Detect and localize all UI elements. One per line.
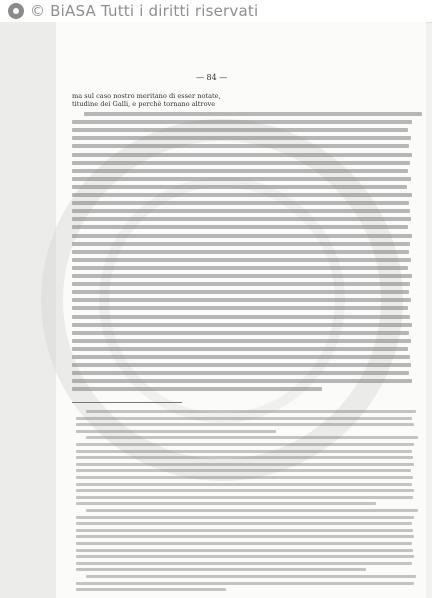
- body-text-line: [72, 306, 408, 310]
- footnote-line: [76, 450, 412, 453]
- body-text-line: [72, 282, 410, 286]
- body-text-line: [72, 290, 409, 294]
- body-text-line: [84, 112, 422, 116]
- footnote-line: [76, 463, 414, 466]
- footnote-line: [76, 562, 412, 565]
- body-text-line: [72, 274, 412, 278]
- footnote-line: [76, 476, 413, 479]
- footnote-line: [76, 568, 366, 571]
- body-text-line: [72, 193, 412, 197]
- footnote-line: [76, 502, 376, 505]
- body-text-line: [72, 217, 411, 221]
- body-text-line: [72, 331, 409, 335]
- footnote-line: [86, 509, 418, 512]
- body-text-line: [72, 363, 411, 367]
- footnote-line: [76, 456, 413, 459]
- banner-text: © BiASA Tutti i diritti riservati: [30, 2, 259, 20]
- body-text-line: [72, 339, 411, 343]
- body-text-line: [72, 323, 412, 327]
- footnote-line: [76, 516, 414, 519]
- footnote-line: [76, 542, 412, 545]
- footnote-line: [76, 430, 276, 433]
- body-text-line: [72, 144, 409, 148]
- footnote-line: [76, 469, 411, 472]
- footnote-line: [76, 443, 414, 446]
- body-text-line: [72, 298, 411, 302]
- body-text-line: [72, 355, 410, 359]
- page-number: — 84 —: [196, 73, 227, 82]
- footnote-line: [86, 410, 416, 413]
- body-text-line: [72, 136, 411, 140]
- footnote-line: [76, 549, 413, 552]
- body-text-line: [72, 250, 409, 254]
- footnote-line: [86, 575, 416, 578]
- body-text-line: [72, 258, 411, 262]
- body-text-line: [72, 234, 412, 238]
- body-text-line: [72, 315, 410, 319]
- body-line-1: ma sul caso nostro meritano di esser notate,: [72, 92, 221, 100]
- footnote-line: [86, 436, 418, 439]
- footnote-line: [76, 588, 226, 591]
- body-text-line: [72, 347, 408, 351]
- footnote-line: [76, 582, 414, 585]
- body-text-line: [72, 185, 407, 189]
- body-text-line: [72, 242, 410, 246]
- footnote-line: [76, 496, 413, 499]
- footnote-rule: [72, 402, 182, 403]
- biasa-logo-icon: [8, 3, 24, 19]
- body-text-line: [72, 169, 408, 173]
- body-text-line: [72, 209, 410, 213]
- body-text-line: [72, 201, 409, 205]
- body-text-line: [72, 120, 412, 124]
- footnote-line: [76, 417, 412, 420]
- footnote-line: [76, 522, 412, 525]
- body-text-line: [72, 128, 408, 132]
- footnote-line: [76, 483, 412, 486]
- body-text-line: [72, 379, 412, 383]
- footnote-line: [76, 555, 414, 558]
- scan-gutter: [0, 22, 56, 598]
- footnote-line: [76, 529, 413, 532]
- body-text-line: [72, 225, 408, 229]
- body-text-line: [72, 177, 411, 181]
- body-text-line: [72, 266, 408, 270]
- body-text-line: [72, 387, 322, 391]
- copyright-banner: [0, 0, 432, 23]
- body-text-line: [72, 161, 410, 165]
- footnote-line: [76, 535, 414, 538]
- footnote-line: [76, 423, 414, 426]
- body-line-2: titudine dei Galli, e perchè tornano altrove: [72, 100, 216, 108]
- body-text-line: [72, 371, 409, 375]
- body-text-line: [72, 153, 412, 157]
- footnote-line: [76, 489, 414, 492]
